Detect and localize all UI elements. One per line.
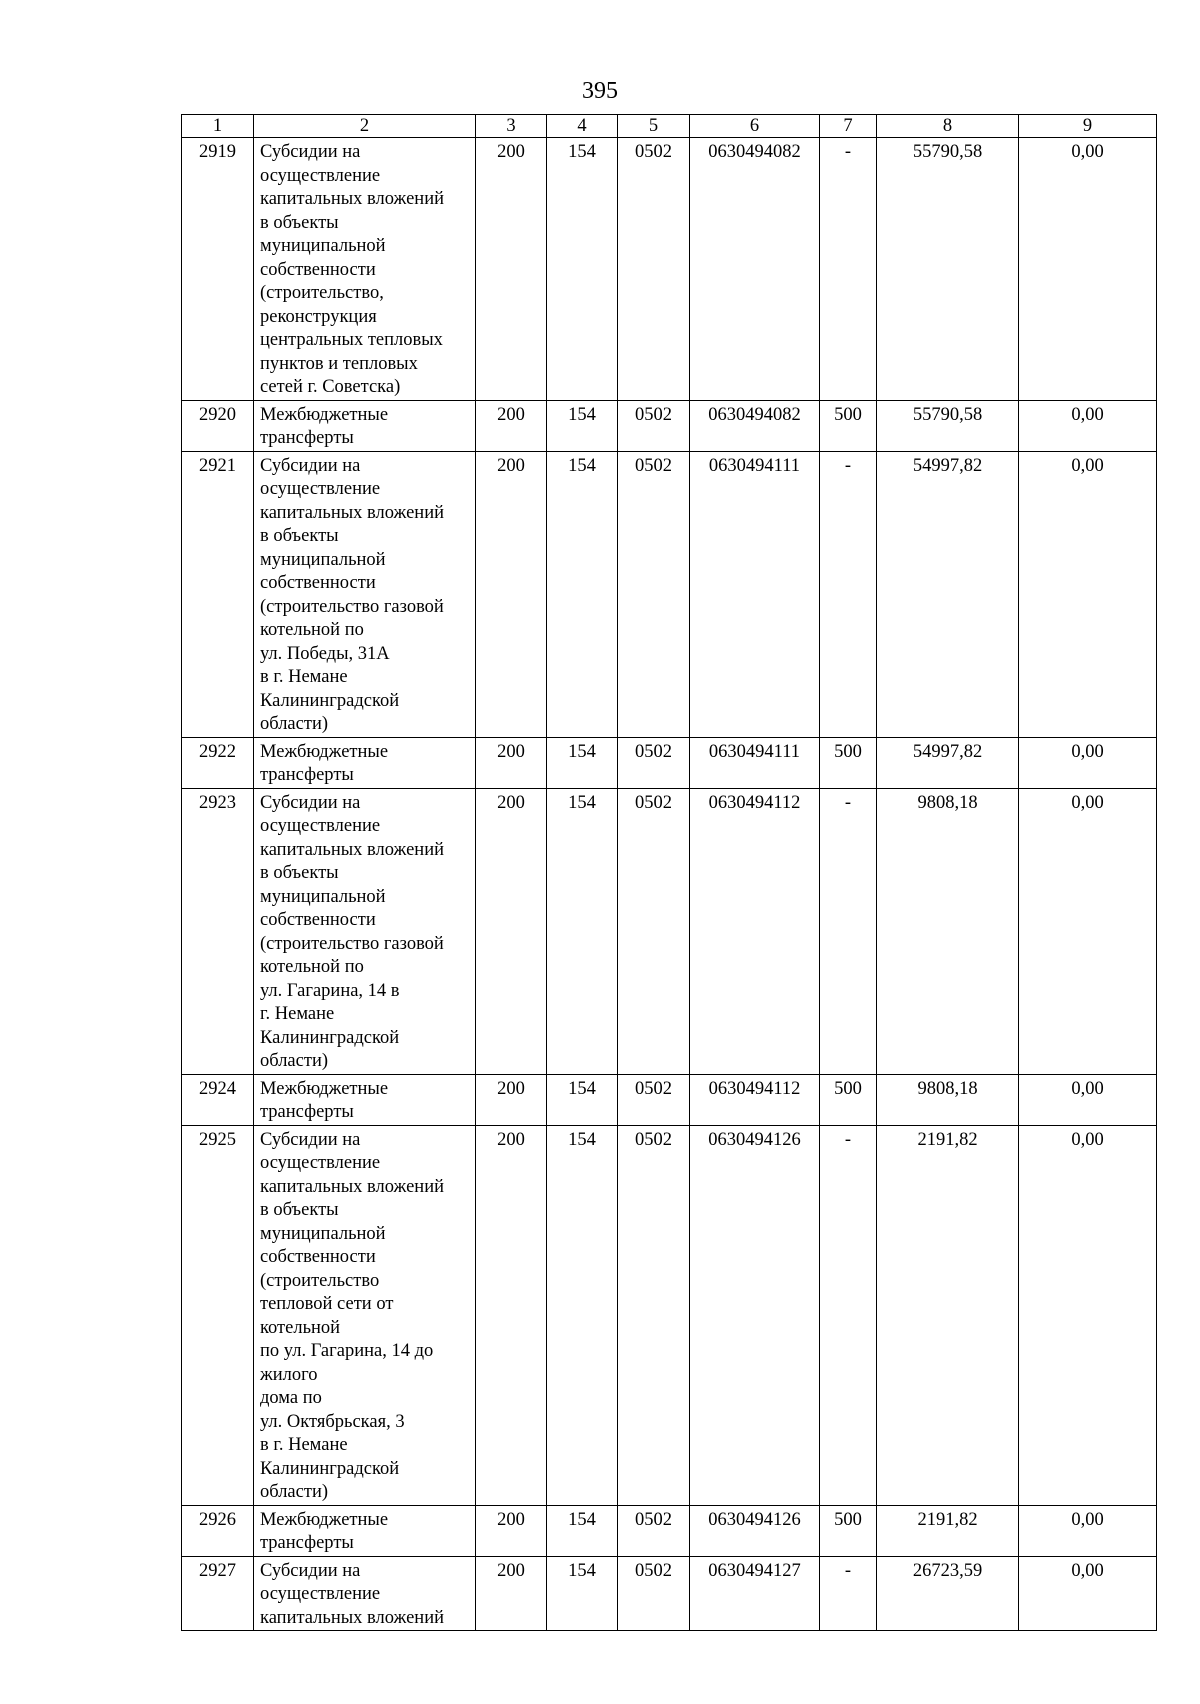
code-col5: 0502 [618, 1505, 690, 1556]
code-col3: 200 [476, 1125, 547, 1505]
amount-col8: 55790,58 [877, 400, 1019, 451]
item-name-line: сетей г. Советска) [260, 377, 401, 397]
code-col4: 154 [547, 138, 618, 401]
item-name-line: котельной по [260, 957, 364, 977]
item-name-line: котельной по [260, 620, 364, 640]
item-name [254, 1556, 476, 1631]
item-name-line: трансферты [260, 1102, 354, 1122]
row-number: 2922 [182, 737, 254, 788]
item-name-line: дома по [260, 1388, 322, 1408]
item-name-line: осуществление [260, 816, 381, 836]
item-name-line: Калининградской [260, 1027, 400, 1048]
code-col7: 500 [820, 400, 877, 451]
row-number: 2926 [182, 1505, 254, 1556]
item-name-line: собственности [260, 573, 376, 593]
code-col7: - [820, 788, 877, 1074]
code-col6: 0630494126 [690, 1505, 820, 1556]
item-name [254, 1125, 476, 1505]
amount-col8: 2191,82 [877, 1125, 1019, 1505]
item-name [254, 737, 476, 788]
code-col7: 500 [820, 1505, 877, 1556]
row-number: 2923 [182, 788, 254, 1074]
code-col5: 0502 [618, 1556, 690, 1631]
code-col6: 0630494127 [690, 1556, 820, 1631]
column-header: 2 [254, 115, 476, 138]
item-name-line: капитальных вложений [260, 189, 444, 209]
code-col3: 200 [476, 451, 547, 737]
code-col5: 0502 [618, 1074, 690, 1125]
column-header: 3 [476, 115, 547, 138]
column-header: 1 [182, 115, 254, 138]
code-col4: 154 [547, 1074, 618, 1125]
item-name-line: собственности [260, 910, 376, 930]
code-col5: 0502 [618, 451, 690, 737]
item-name-line: собственности [260, 1247, 376, 1267]
item-name [254, 1074, 476, 1125]
table-row [182, 451, 1157, 737]
code-col4: 154 [547, 737, 618, 788]
code-col3: 200 [476, 737, 547, 788]
amount-col8: 26723,59 [877, 1556, 1019, 1631]
column-header: 4 [547, 115, 618, 138]
code-col7: - [820, 451, 877, 737]
item-name-line: (строительство газовой [260, 596, 444, 617]
item-name-line: в объекты [260, 863, 339, 883]
amount-col8: 9808,18 [877, 788, 1019, 1074]
item-name-line: Субсидии на [260, 1560, 361, 1581]
table-row [182, 1505, 1157, 1556]
item-name-line: Субсидии на [260, 142, 361, 162]
code-col7: - [820, 1125, 877, 1505]
code-col5: 0502 [618, 138, 690, 401]
code-col4: 154 [547, 1505, 618, 1556]
item-name-line: муниципальной [260, 886, 386, 907]
code-col3: 200 [476, 1505, 547, 1556]
amount-col9: 0,00 [1019, 1556, 1157, 1631]
item-name-line: осуществление [260, 1153, 381, 1173]
code-col5: 0502 [618, 400, 690, 451]
item-name-line: в объекты [260, 526, 339, 546]
item-name-line: муниципальной [260, 236, 386, 256]
page-number: 395 [582, 78, 618, 104]
code-col6: 0630494111 [690, 451, 820, 737]
code-col7: 500 [820, 1074, 877, 1125]
code-col5: 0502 [618, 788, 690, 1074]
code-col3: 200 [476, 400, 547, 451]
item-name-line: муниципальной [260, 549, 386, 570]
table-row [182, 138, 1157, 401]
code-col3: 200 [476, 1074, 547, 1125]
item-name-line: центральных тепловых [260, 330, 443, 350]
item-name-line: собственности [260, 259, 376, 280]
item-name-line: Межбюджетные [260, 741, 389, 762]
amount-col8: 54997,82 [877, 737, 1019, 788]
amount-col9: 0,00 [1019, 1505, 1157, 1556]
column-header: 7 [820, 115, 877, 138]
item-name-line: (строительство газовой [260, 933, 444, 954]
budget-table [181, 114, 1157, 1631]
item-name-line: (строительство, [260, 283, 384, 303]
code-col4: 154 [547, 1125, 618, 1505]
table-row [182, 1125, 1157, 1505]
code-col3: 200 [476, 788, 547, 1074]
item-name-line: ул. Гагарина, 14 в [260, 980, 400, 1001]
item-name-line: трансферты [260, 765, 354, 785]
code-col4: 154 [547, 400, 618, 451]
amount-col9: 0,00 [1019, 400, 1157, 451]
item-name-line: Межбюджетные [260, 1509, 389, 1530]
code-col7: - [820, 138, 877, 401]
amount-col9: 0,00 [1019, 451, 1157, 737]
amount-col8: 2191,82 [877, 1505, 1019, 1556]
item-name-line: осуществление [260, 165, 381, 186]
item-name-line: муниципальной [260, 1223, 386, 1244]
amount-col9: 0,00 [1019, 788, 1157, 1074]
item-name-line: осуществление [260, 479, 381, 499]
column-header: 9 [1019, 115, 1157, 138]
item-name-line: пунктов и тепловых [260, 353, 418, 374]
row-number: 2920 [182, 400, 254, 451]
amount-col8: 9808,18 [877, 1074, 1019, 1125]
row-number: 2925 [182, 1125, 254, 1505]
code-col7: - [820, 1556, 877, 1631]
item-name-line: тепловой сети от [260, 1294, 394, 1314]
item-name-line: по ул. Гагарина, 14 до [260, 1341, 434, 1361]
table-row [182, 788, 1157, 1074]
code-col7: 500 [820, 737, 877, 788]
amount-col9: 0,00 [1019, 1074, 1157, 1125]
item-name-line: г. Немане [260, 1004, 335, 1024]
column-header: 5 [618, 115, 690, 138]
item-name-line: области) [260, 1051, 329, 1071]
amount-col9: 0,00 [1019, 737, 1157, 788]
table-row [182, 1556, 1157, 1631]
item-name [254, 1505, 476, 1556]
row-number: 2927 [182, 1556, 254, 1631]
item-name [254, 451, 476, 737]
item-name [254, 138, 476, 401]
amount-col8: 54997,82 [877, 451, 1019, 737]
item-name-line: ул. Победы, 31А [260, 643, 390, 664]
column-header: 6 [690, 115, 820, 138]
item-name-line: котельной [260, 1317, 341, 1338]
code-col6: 0630494082 [690, 400, 820, 451]
code-col5: 0502 [618, 1125, 690, 1505]
code-col3: 200 [476, 138, 547, 401]
item-name-line: Межбюджетные [260, 1078, 389, 1099]
item-name-line: области) [260, 1482, 329, 1502]
item-name-line: Межбюджетные [260, 404, 389, 425]
item-name-line: (строительство [260, 1270, 380, 1291]
code-col6: 0630494112 [690, 788, 820, 1074]
item-name-line: в г. Немане [260, 667, 348, 687]
item-name-line: трансферты [260, 428, 354, 448]
item-name-line: осуществление [260, 1584, 381, 1604]
code-col5: 0502 [618, 737, 690, 788]
item-name-line: капитальных вложений [260, 1176, 444, 1197]
item-name-line: в объекты [260, 1200, 339, 1220]
item-name-line: капитальных вложений [260, 1607, 444, 1628]
code-col6: 0630494126 [690, 1125, 820, 1505]
item-name-line: жилого [260, 1364, 318, 1385]
item-name-line: Субсидии на [260, 455, 361, 476]
code-col4: 154 [547, 1556, 618, 1631]
row-number: 2924 [182, 1074, 254, 1125]
amount-col9: 0,00 [1019, 138, 1157, 401]
item-name-line: реконструкция [260, 306, 377, 327]
row-number: 2919 [182, 138, 254, 401]
amount-col9: 0,00 [1019, 1125, 1157, 1505]
amount-col8: 55790,58 [877, 138, 1019, 401]
item-name-line: Калининградской [260, 690, 400, 711]
code-col4: 154 [547, 451, 618, 737]
item-name-line: в г. Немане [260, 1435, 348, 1455]
item-name-line: Субсидии на [260, 792, 361, 813]
item-name-line: области) [260, 714, 329, 734]
table-row [182, 1074, 1157, 1125]
item-name-line: ул. Октябрьская, 3 [260, 1411, 405, 1432]
item-name [254, 788, 476, 1074]
item-name-line: капитальных вложений [260, 839, 444, 860]
code-col3: 200 [476, 1556, 547, 1631]
item-name-line: трансферты [260, 1533, 354, 1553]
row-number: 2921 [182, 451, 254, 737]
item-name-line: в объекты [260, 212, 339, 233]
item-name-line: Калининградской [260, 1458, 400, 1479]
code-col4: 154 [547, 788, 618, 1074]
table-header-row [182, 115, 1157, 138]
item-name-line: капитальных вложений [260, 502, 444, 523]
code-col6: 0630494112 [690, 1074, 820, 1125]
code-col6: 0630494082 [690, 138, 820, 401]
item-name-line: Субсидии на [260, 1129, 361, 1150]
column-header: 8 [877, 115, 1019, 138]
table-row [182, 737, 1157, 788]
table-row [182, 400, 1157, 451]
item-name [254, 400, 476, 451]
code-col6: 0630494111 [690, 737, 820, 788]
